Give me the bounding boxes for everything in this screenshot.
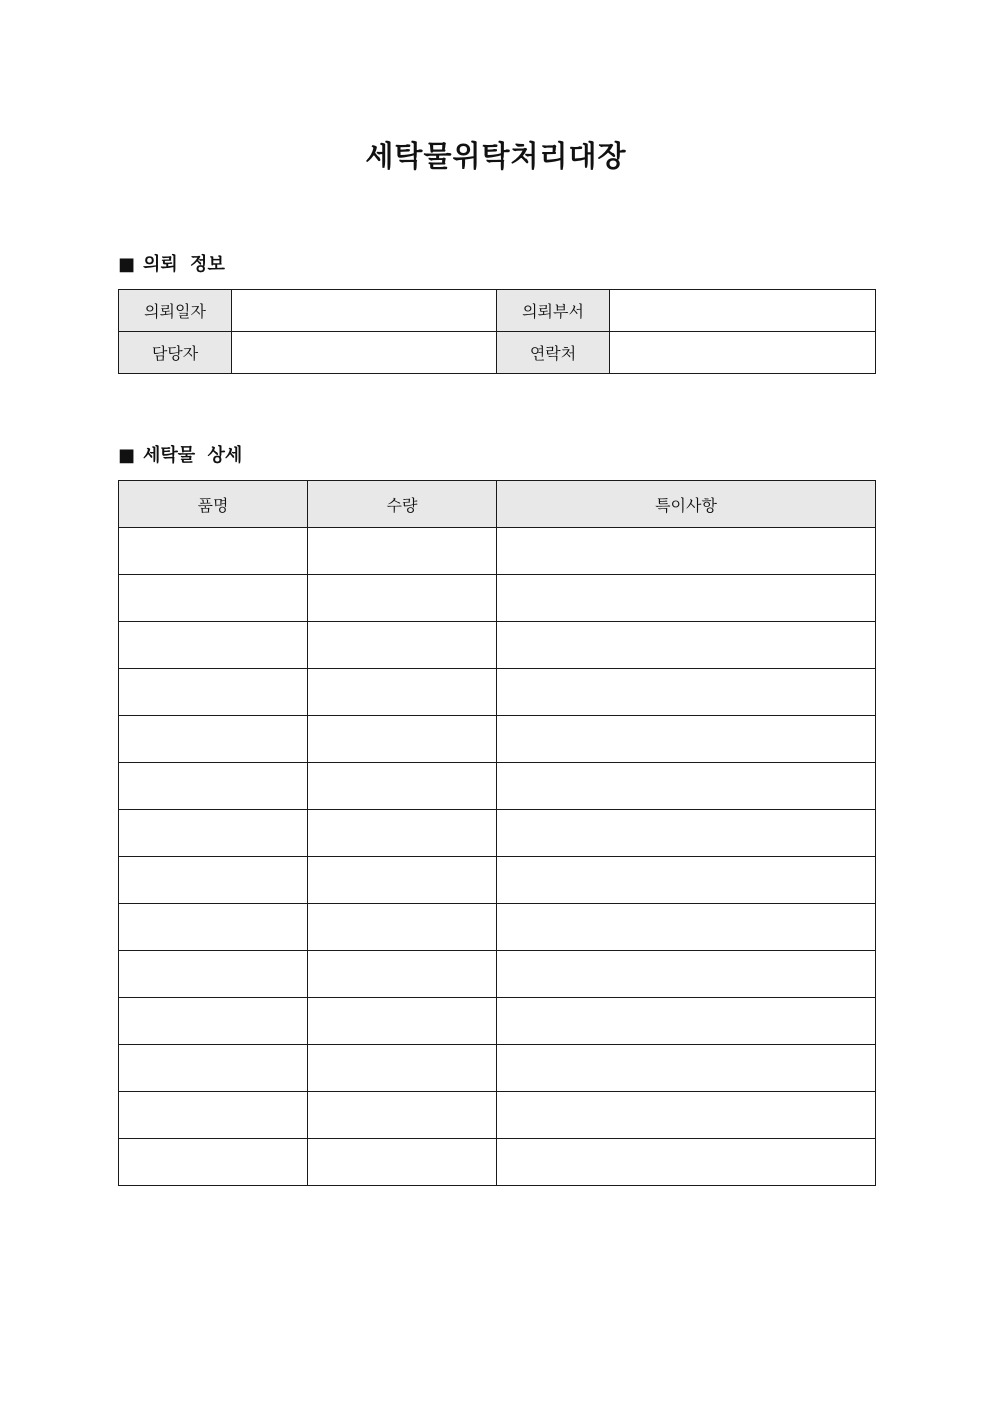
field-value[interactable] bbox=[232, 332, 497, 374]
item-name-cell[interactable] bbox=[119, 951, 308, 998]
field-value[interactable] bbox=[610, 332, 876, 374]
item-name-cell[interactable] bbox=[119, 528, 308, 575]
remarks-cell[interactable] bbox=[497, 669, 876, 716]
quantity-cell[interactable] bbox=[308, 1045, 497, 1092]
item-name-cell[interactable] bbox=[119, 1139, 308, 1186]
table-row bbox=[119, 998, 876, 1045]
remarks-cell[interactable] bbox=[497, 1045, 876, 1092]
remarks-cell[interactable] bbox=[497, 763, 876, 810]
field-value[interactable] bbox=[232, 290, 497, 332]
item-name-cell[interactable] bbox=[119, 622, 308, 669]
remarks-cell[interactable] bbox=[497, 810, 876, 857]
quantity-cell[interactable] bbox=[308, 998, 497, 1045]
quantity-cell[interactable] bbox=[308, 669, 497, 716]
item-name-cell[interactable] bbox=[119, 763, 308, 810]
field-label: 의뢰부서 bbox=[497, 290, 610, 332]
quantity-cell[interactable] bbox=[308, 951, 497, 998]
item-name-cell[interactable] bbox=[119, 1092, 308, 1139]
quantity-cell[interactable] bbox=[308, 1092, 497, 1139]
page-title: 세탁물위탁처리대장 bbox=[365, 139, 627, 173]
section-heading-laundry-detail bbox=[118, 443, 242, 469]
section-heading-request-info bbox=[118, 252, 225, 278]
laundry-detail-table bbox=[118, 480, 876, 1186]
remarks-cell[interactable] bbox=[497, 622, 876, 669]
column-header-remarks: 특이사항 bbox=[497, 481, 876, 528]
item-name-cell[interactable] bbox=[119, 904, 308, 951]
remarks-cell[interactable] bbox=[497, 904, 876, 951]
table-row bbox=[119, 528, 876, 575]
remarks-cell[interactable] bbox=[497, 528, 876, 575]
table-row bbox=[119, 622, 876, 669]
remarks-cell[interactable] bbox=[497, 998, 876, 1045]
quantity-cell[interactable] bbox=[308, 575, 497, 622]
table-row bbox=[119, 290, 876, 332]
section-heading-label: 세탁물 상세 bbox=[143, 445, 243, 466]
remarks-cell[interactable] bbox=[497, 716, 876, 763]
table-row bbox=[119, 1092, 876, 1139]
section-heading-label: 의뢰 정보 bbox=[143, 254, 225, 275]
item-name-cell[interactable] bbox=[119, 810, 308, 857]
item-name-cell[interactable] bbox=[119, 998, 308, 1045]
quantity-cell[interactable] bbox=[308, 810, 497, 857]
item-name-cell[interactable] bbox=[119, 716, 308, 763]
table-row bbox=[119, 669, 876, 716]
table-row bbox=[119, 575, 876, 622]
request-info-table bbox=[118, 289, 876, 374]
table-row bbox=[119, 904, 876, 951]
table-row bbox=[119, 857, 876, 904]
item-name-cell[interactable] bbox=[119, 669, 308, 716]
item-name-cell[interactable] bbox=[119, 857, 308, 904]
table-row bbox=[119, 1045, 876, 1092]
remarks-cell[interactable] bbox=[497, 951, 876, 998]
table-row bbox=[119, 1139, 876, 1186]
square-bullet-icon: ■ bbox=[118, 254, 136, 275]
field-value[interactable] bbox=[610, 290, 876, 332]
item-name-cell[interactable] bbox=[119, 1045, 308, 1092]
remarks-cell[interactable] bbox=[497, 857, 876, 904]
remarks-cell[interactable] bbox=[497, 575, 876, 622]
table-row bbox=[119, 332, 876, 374]
quantity-cell[interactable] bbox=[308, 716, 497, 763]
quantity-cell[interactable] bbox=[308, 1139, 497, 1186]
field-label: 연락처 bbox=[497, 332, 610, 374]
quantity-cell[interactable] bbox=[308, 763, 497, 810]
quantity-cell[interactable] bbox=[308, 528, 497, 575]
field-label: 의뢰일자 bbox=[119, 290, 232, 332]
table-header-row bbox=[119, 481, 876, 528]
quantity-cell[interactable] bbox=[308, 857, 497, 904]
column-header-item-name: 품명 bbox=[119, 481, 308, 528]
remarks-cell[interactable] bbox=[497, 1139, 876, 1186]
quantity-cell[interactable] bbox=[308, 904, 497, 951]
table-row bbox=[119, 951, 876, 998]
remarks-cell[interactable] bbox=[497, 1092, 876, 1139]
quantity-cell[interactable] bbox=[308, 622, 497, 669]
column-header-quantity: 수량 bbox=[308, 481, 497, 528]
square-bullet-icon: ■ bbox=[118, 445, 136, 466]
item-name-cell[interactable] bbox=[119, 575, 308, 622]
table-row bbox=[119, 810, 876, 857]
table-row bbox=[119, 763, 876, 810]
table-row bbox=[119, 716, 876, 763]
field-label: 담당자 bbox=[119, 332, 232, 374]
